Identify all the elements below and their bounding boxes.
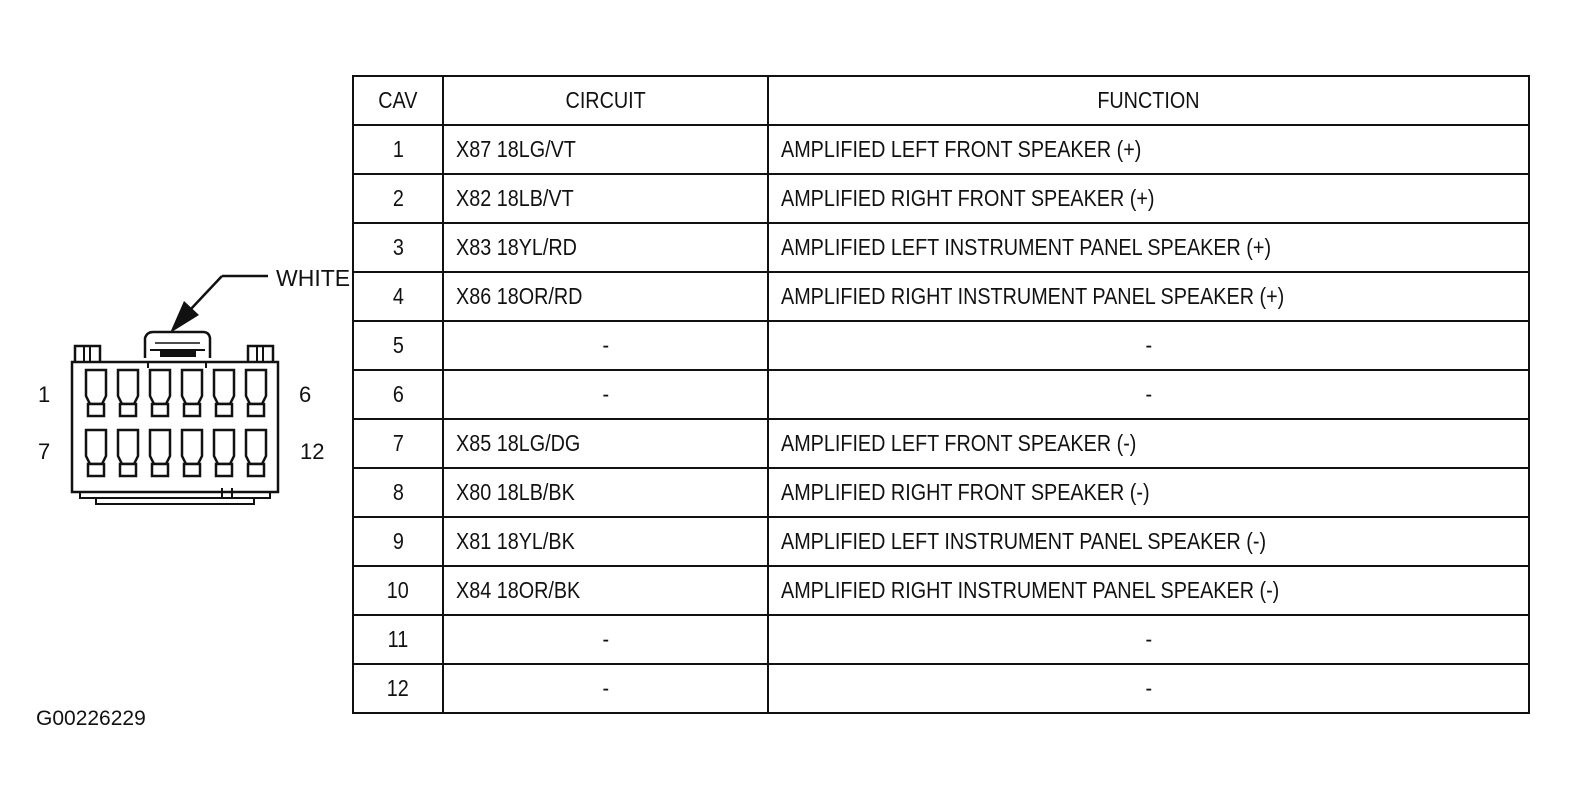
table-row — [353, 321, 1529, 370]
figure-id: G00226229 — [36, 707, 146, 730]
cavity-5 — [214, 370, 234, 416]
cell-circuit: X84 18OR/BK — [443, 566, 768, 615]
cavity-row-top — [86, 370, 266, 416]
pinout-rows — [353, 125, 1529, 713]
cell-cav: 12 — [353, 664, 443, 713]
cell-circuit: X82 18LB/VT — [443, 174, 768, 223]
cell-cav: 6 — [353, 370, 443, 419]
cavity-8 — [118, 430, 138, 476]
cell-function: AMPLIFIED RIGHT INSTRUMENT PANEL SPEAKER (+) — [768, 272, 1529, 321]
cell-cav: 10 — [353, 566, 443, 615]
table-row — [353, 517, 1529, 566]
connector-color-label: WHITE — [276, 265, 350, 291]
cell-cav: 3 — [353, 223, 443, 272]
cavity-3 — [150, 370, 170, 416]
table-row — [353, 566, 1529, 615]
cavity-6 — [246, 370, 266, 416]
cell-circuit: - — [443, 321, 768, 370]
cell-cav: 7 — [353, 419, 443, 468]
table-row — [353, 370, 1529, 419]
table-row — [353, 664, 1529, 713]
cavity-9 — [150, 430, 170, 476]
cavity-4 — [182, 370, 202, 416]
pinout-table — [352, 75, 1530, 714]
cell-circuit: - — [443, 615, 768, 664]
cell-cav: 11 — [353, 615, 443, 664]
cell-cav: 5 — [353, 321, 443, 370]
cell-circuit: X86 18OR/RD — [443, 272, 768, 321]
cell-function: AMPLIFIED LEFT FRONT SPEAKER (-) — [768, 419, 1529, 468]
table-header-row — [353, 76, 1529, 125]
header-circuit: CIRCUIT — [443, 76, 768, 125]
cell-function: AMPLIFIED LEFT FRONT SPEAKER (+) — [768, 125, 1529, 174]
cell-function: - — [768, 321, 1529, 370]
pin-label-7: 7 — [38, 439, 51, 464]
cavity-1 — [86, 370, 106, 416]
cell-circuit: X83 18YL/RD — [443, 223, 768, 272]
cavity-11 — [214, 430, 234, 476]
cavity-10 — [182, 430, 202, 476]
pin-label-1: 1 — [38, 382, 51, 407]
cell-function: AMPLIFIED RIGHT FRONT SPEAKER (+) — [768, 174, 1529, 223]
cell-function: - — [768, 615, 1529, 664]
table-row — [353, 125, 1529, 174]
table-row — [353, 272, 1529, 321]
cell-circuit: X80 18LB/BK — [443, 468, 768, 517]
cell-function: AMPLIFIED LEFT INSTRUMENT PANEL SPEAKER (-) — [768, 517, 1529, 566]
cell-circuit: - — [443, 664, 768, 713]
cell-function: - — [768, 370, 1529, 419]
cell-cav: 4 — [353, 272, 443, 321]
table-row — [353, 174, 1529, 223]
cell-circuit: X87 18LG/VT — [443, 125, 768, 174]
cell-cav: 8 — [353, 468, 443, 517]
cell-function: AMPLIFIED RIGHT FRONT SPEAKER (-) — [768, 468, 1529, 517]
cavity-7 — [86, 430, 106, 476]
cavity-2 — [118, 370, 138, 416]
header-function: FUNCTION — [768, 76, 1529, 125]
cell-function: AMPLIFIED LEFT INSTRUMENT PANEL SPEAKER (+) — [768, 223, 1529, 272]
cell-cav: 1 — [353, 125, 443, 174]
pin-label-12: 12 — [300, 439, 325, 464]
cell-cav: 2 — [353, 174, 443, 223]
table-row — [353, 615, 1529, 664]
cavity-12 — [246, 430, 266, 476]
table-row — [353, 419, 1529, 468]
cell-circuit: X81 18YL/BK — [443, 517, 768, 566]
white-indicator-arrow — [170, 276, 268, 333]
pin-label-6: 6 — [299, 382, 312, 407]
cell-function: - — [768, 664, 1529, 713]
cell-function: AMPLIFIED RIGHT INSTRUMENT PANEL SPEAKER (-) — [768, 566, 1529, 615]
connector-housing — [72, 332, 278, 504]
header-cav: CAV — [353, 76, 443, 125]
cavity-row-bottom — [86, 430, 266, 476]
table-row — [353, 223, 1529, 272]
cell-cav: 9 — [353, 517, 443, 566]
cell-circuit: - — [443, 370, 768, 419]
connector-drawing — [0, 0, 350, 520]
table-row — [353, 468, 1529, 517]
cell-circuit: X85 18LG/DG — [443, 419, 768, 468]
